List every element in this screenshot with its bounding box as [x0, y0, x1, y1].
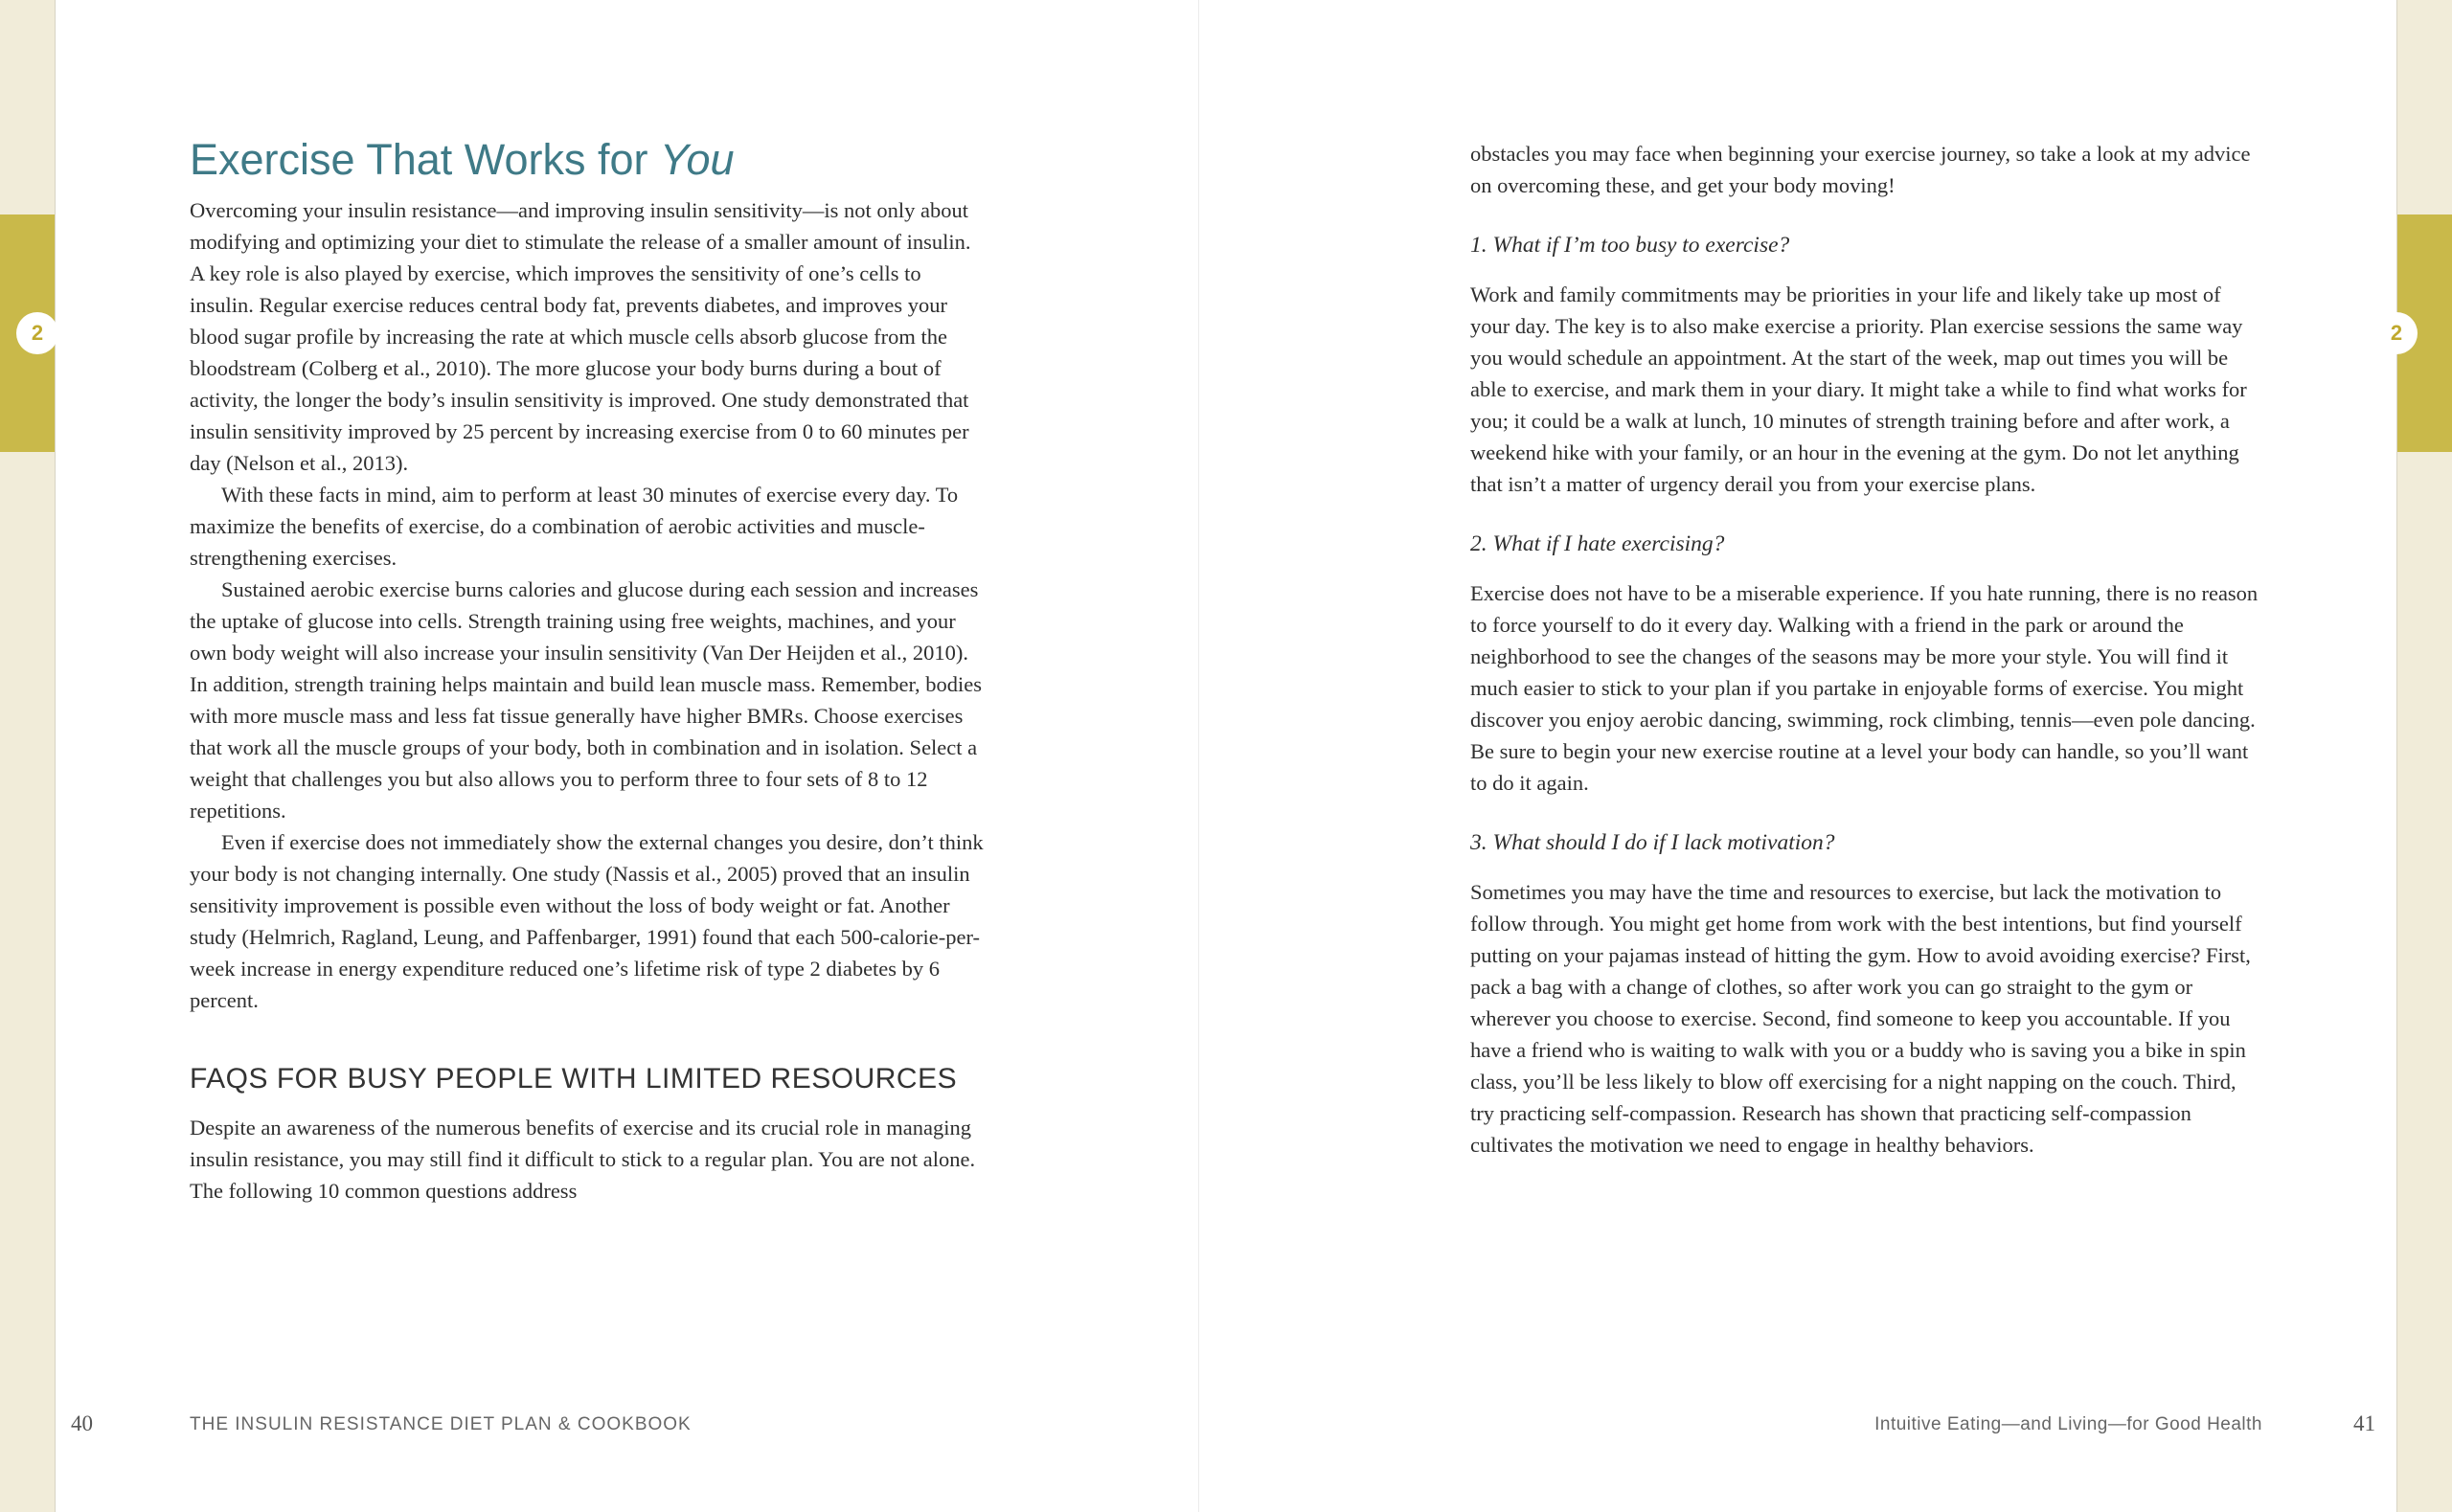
faq-question-3: 3. What should I do if I lack motivation?	[1470, 830, 1835, 855]
page-number-left: 40	[71, 1411, 93, 1435]
faq-section-heading: FAQS FOR BUSY PEOPLE WITH LIMITED RESOURCES	[190, 1063, 958, 1095]
faq-question-1: 1. What if I’m too busy to exercise?	[1470, 233, 1790, 258]
chapter-number-badge-right: 2	[2375, 312, 2418, 354]
chapter-number-badge-left: 2	[16, 312, 58, 354]
faq-question-2: 2. What if I hate exercising?	[1470, 531, 1725, 556]
body-paragraph: Overcoming your insulin resistance—and improving insulin sensitivity—is not only about modifying and optimizing your diet to stimulate the release of a smaller amount of insulin. A key role is also played by exercise, which improves the sensitivity of one’s cells to insulin. Regular exercise reduces central body fat, prevents diabetes, and improves your blood sugar profile by increasing the rate at which muscle cells absorb glucose from the bloodstream (Colberg et al., 2010). The more glucose your body burns during a bout of activity, the longer the body’s insulin sensitivity is improved. One study demonstrated that insulin sensitivity improved by 25 percent by increasing exercise from 0 to 60 minutes per day (Nelson et al., 2013).	[190, 198, 971, 475]
body-paragraph: Sustained aerobic exercise burns calories and glucose during each session and increases the uptake of glucose into cells. Strength training using free weights, machines, and your own body weight will also increase your insulin sensitivity (Van Der Heijden et al., 2010). In addition, strength training helps maintain and build lean muscle mass. Remember, bodies with more muscle mass and less fat tissue generally have higher BMRs. Choose exercises that work all the muscle groups of your body, both in combination and in isolation. Select a weight that challenges you but also allows you to perform three to four sets of 8 to 12 repetitions.	[190, 577, 983, 823]
page-number-right: 41	[2353, 1411, 2375, 1435]
running-head-right: Intuitive Eating—and Living—for Good Health	[1874, 1414, 2262, 1434]
section-title	[190, 131, 985, 189]
section-title-emphasis: You	[659, 135, 735, 184]
body-paragraph: With these facts in mind, aim to perform at least 30 minutes of exercise every day. To maximize the benefits of exercise, do a combination of aerobic activities and muscle-strengthening exercises.	[190, 483, 959, 570]
section-title-main: Exercise That Works for	[190, 135, 660, 184]
right-page-content	[1470, 138, 2265, 1161]
faq-answer-2: Exercise does not have to be a miserable experience. If you hate running, there is no reason to force yourself to do it every day. Walking with a friend in the park or around the neighborhood to see the changes of the seasons may be more your style. You will find it much easier to stick to your plan if you partake in enjoyable forms of exercise. You might discover you enjoy aerobic dancing, swimming, rock climbing, tennis—even pole dancing. Be sure to begin your new exercise routine at a level your body can handle, so you’ll want to do it again.	[1470, 581, 2259, 795]
faq-intro-continued: obstacles you may face when beginning your exercise journey, so take a look at my advice on overcoming these, and get your body moving!	[1470, 142, 2251, 197]
faq-answer-1: Work and family commitments may be priorities in your life and likely take up most of your day. The key is to also make exercise a priority. Plan exercise sessions the same way you would schedule an appointment. At the start of the week, map out times you will be able to exercise, and mark them in your diary. It might take a while to find what works for you; it could be a walk at lunch, 10 minutes of strength training before and after work, a weekend hike with your family, or an hour in the evening at the gym. Do not let anything that isn’t a matter of urgency derail you from your exercise plans.	[1470, 282, 2247, 496]
faq-intro-paragraph: Despite an awareness of the numerous benefits of exercise and its crucial role in managing insulin resistance, you may still find it difficult to stick to a regular plan. You are not alone. The following 10 common questions address	[190, 1116, 976, 1203]
left-page-content	[190, 131, 985, 1207]
faq-answer-3: Sometimes you may have the time and resources to exercise, but lack the motivation to follow through. You might get home from work with the best intentions, but find yourself putting on your pajamas instead of hitting the gym. How to avoid avoiding exercise? First, pack a bag with a change of clothes, so after work you can go straight to the gym or wherever you choose to exercise. Second, find someone to keep you accountable. If you have a friend who is waiting to walk with you or a buddy who is saving you a bike in spin class, you’ll be less likely to blow off exercising for a night napping on the couch. Third, try practicing self-compassion. Research has shown that practicing self-compassion cultivates the motivation we need to engage in healthy behaviors.	[1470, 880, 2251, 1157]
page-gutter	[1198, 0, 1199, 1512]
running-head-left: THE INSULIN RESISTANCE DIET PLAN & COOKBOOK	[190, 1414, 692, 1434]
body-paragraph: Even if exercise does not immediately show the external changes you desire, don’t think your body is not changing internally. One study (Nassis et al., 2005) proved that an insulin sensitivity improvement is possible even without the loss of body weight or fat. Another study (Helmrich, Ragland, Leung, and Paffenbarger, 1991) found that each 500-calorie-per-week increase in energy expenditure reduced one’s lifetime risk of type 2 diabetes by 6 percent.	[190, 830, 984, 1012]
